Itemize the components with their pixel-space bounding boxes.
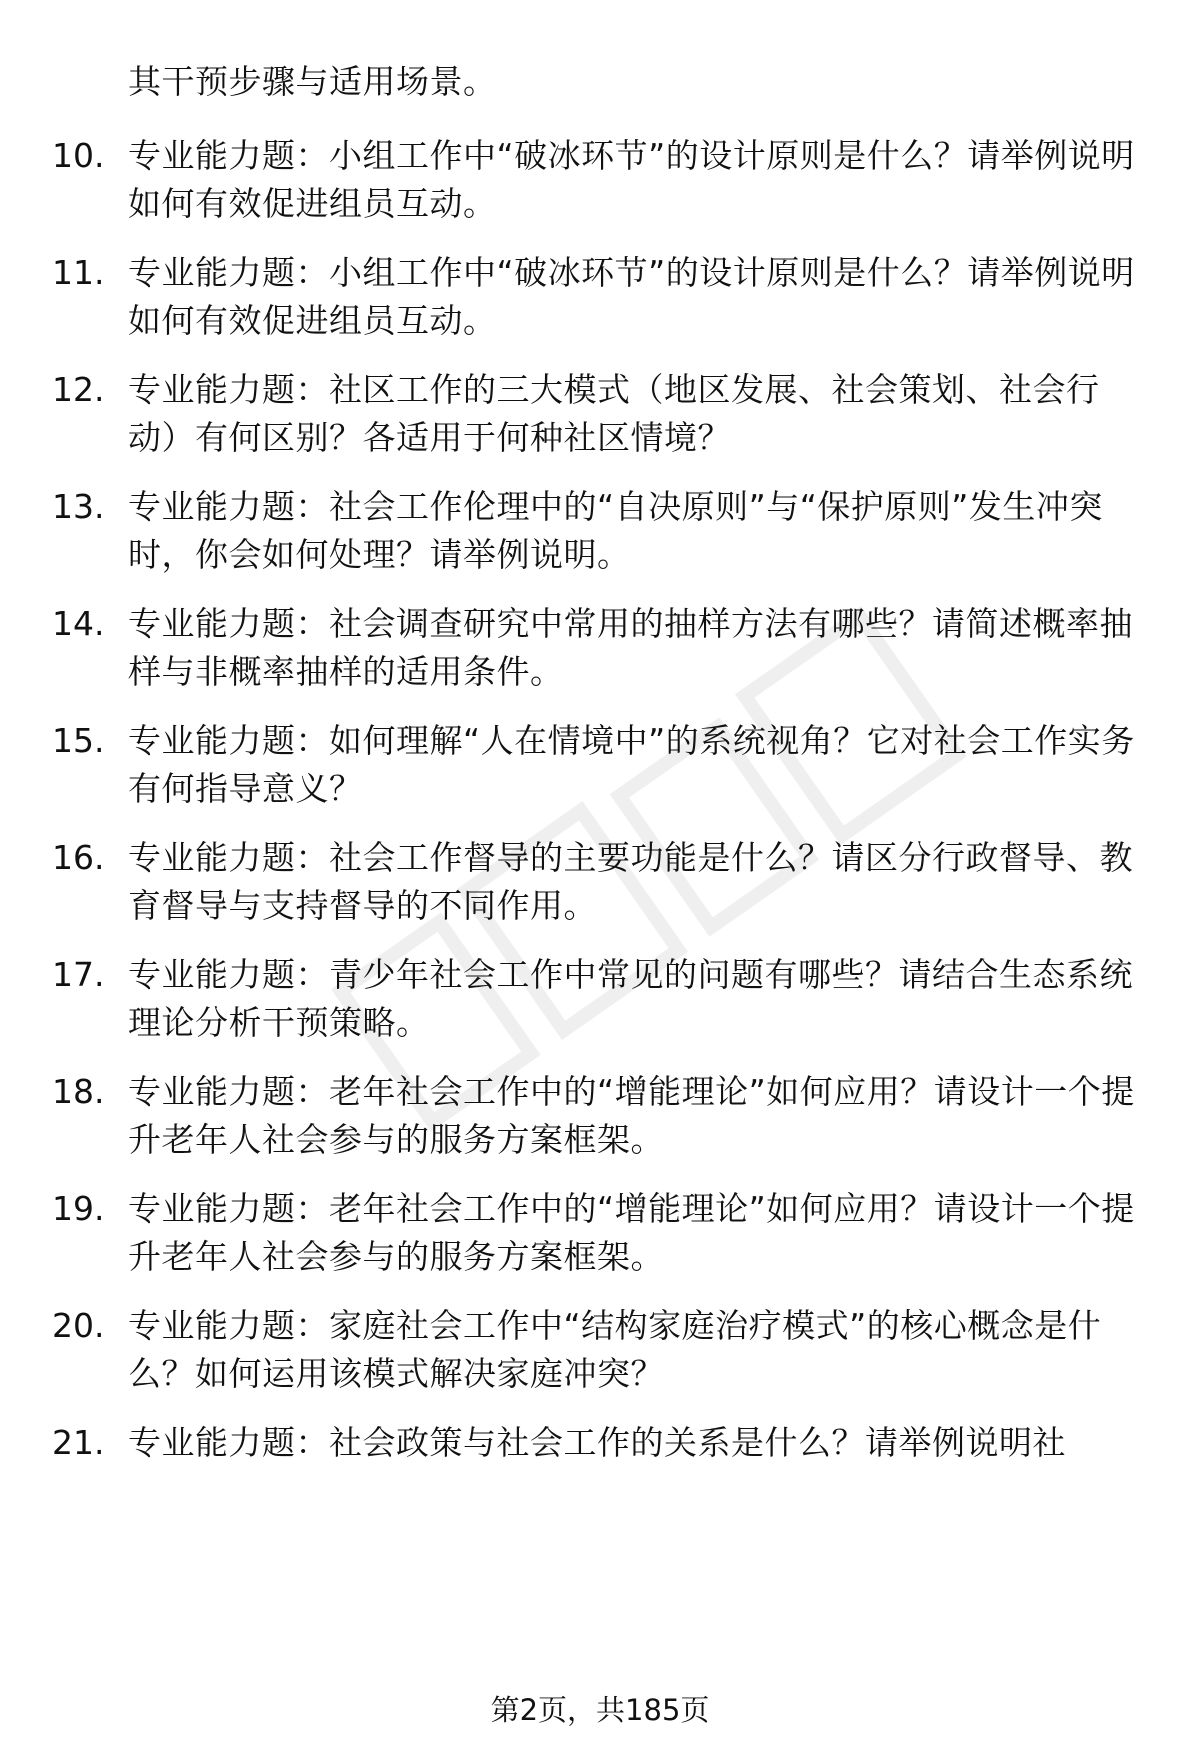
- question-text: 专业能力题：老年社会工作中的“增能理论”如何应用？请设计一个提升老年人社会参与的服务方案框架。: [128, 1072, 1135, 1159]
- question-text: 专业能力题：社区工作的三大模式（地区发展、社会策划、社会行动）有何区别？各适用于何种社区情境？: [128, 370, 1100, 457]
- question-text: 专业能力题：青少年社会工作中常见的问题有哪些？请结合生态系统理论分析干预策略。: [128, 955, 1133, 1042]
- page-footer: 第2页，共185页: [490, 1693, 710, 1727]
- continuation-text: 其干预步骤与适用场景。: [128, 62, 497, 101]
- question-text: 专业能力题：小组工作中“破冰环节”的设计原则是什么？请举例说明如何有效促进组员互动。: [128, 136, 1135, 223]
- question-number: 19.: [52, 1189, 105, 1228]
- question-text: 专业能力题：社会工作督导的主要功能是什么？请区分行政督导、教育督导与支持督导的不同作用。: [128, 838, 1133, 925]
- question-number: 21.: [52, 1423, 105, 1462]
- question-number: 16.: [52, 838, 105, 877]
- question-number: 11.: [52, 253, 105, 292]
- question-text: 专业能力题：社会调查研究中常用的抽样方法有哪些？请简述概率抽样与非概率抽样的适用条件。: [128, 604, 1133, 691]
- question-number: 12.: [52, 370, 105, 409]
- question-number: 20.: [52, 1306, 105, 1345]
- question-number: 10.: [52, 136, 105, 175]
- question-number: 15.: [52, 721, 105, 760]
- question-text: 专业能力题：如何理解“人在情境中”的系统视角？它对社会工作实务有何指导意义？: [128, 721, 1135, 808]
- question-text: 专业能力题：老年社会工作中的“增能理论”如何应用？请设计一个提升老年人社会参与的服务方案框架。: [128, 1189, 1135, 1276]
- question-text: 专业能力题：社会政策与社会工作的关系是什么？请举例说明社: [128, 1423, 1066, 1462]
- question-number: 14.: [52, 604, 105, 643]
- question-number: 13.: [52, 487, 105, 526]
- question-text: 专业能力题：家庭社会工作中“结构家庭治疗模式”的核心概念是什么？如何运用该模式解决家庭冲突？: [128, 1306, 1102, 1393]
- question-number: 18.: [52, 1072, 105, 1111]
- question-text: 专业能力题：社会工作伦理中的“自决原则”与“保护原则”发生冲突时，你会如何处理？请举例说明。: [128, 487, 1103, 574]
- question-text: 专业能力题：小组工作中“破冰环节”的设计原则是什么？请举例说明如何有效促进组员互动。: [128, 253, 1135, 340]
- question-number: 17.: [52, 955, 105, 994]
